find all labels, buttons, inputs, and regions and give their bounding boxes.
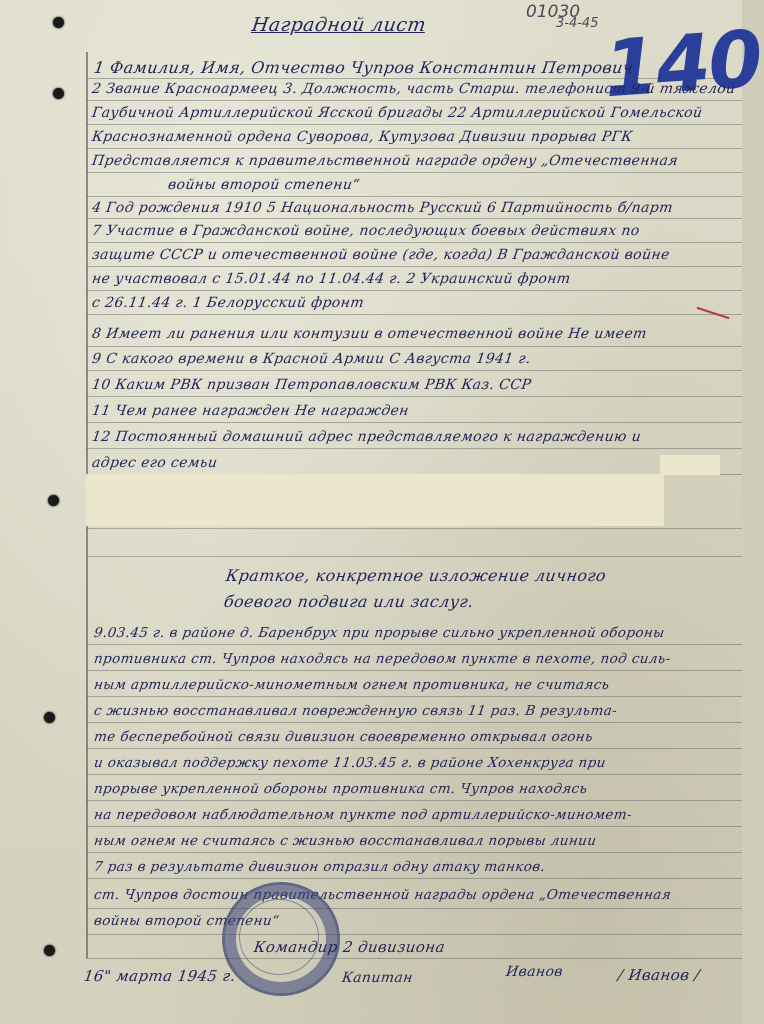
signature: Иванов [504, 964, 565, 980]
section-heading-line-2: боевого подвига или заслуг. [222, 592, 475, 611]
form-line-11: с 26.11.44 г. 1 Белорусский фронт [90, 295, 366, 311]
ruled-line [86, 346, 742, 347]
ruled-line [86, 696, 742, 697]
form-line-2: 2 Звание Красноармеец 3. Должность, часть Старш. телефонист 9-й тяжелой [90, 81, 737, 97]
narrative-line-6: и оказывал поддержку пехоте 11.03.45 г. в районе Хохенкруга при [92, 755, 607, 771]
form-line-3: Гаубичной Артиллерийской Ясской бригады 22 Артиллерийской Гомельской [90, 105, 704, 121]
narrative-line-11: ст. Чупров достоин правительственной награды ордена „Отечественная [92, 887, 673, 903]
form-line-10: не участвовал с 15.01.44 по 11.04.44 г. 2 Украинский фронт [90, 271, 572, 287]
punch-hole [53, 88, 64, 99]
punch-hole [44, 945, 55, 956]
ruled-line [86, 218, 742, 219]
punch-hole [53, 17, 64, 28]
ruled-line [86, 878, 742, 879]
ruled-line [86, 370, 742, 371]
ruled-line [86, 528, 742, 529]
form-line-12: 8 Имеет ли ранения или контузии в отечественной войне Не имеет [90, 326, 648, 342]
narrative-line-8: на передовом наблюдательном пункте под артиллерийско-миномет- [92, 807, 634, 823]
punch-hole [48, 495, 59, 506]
narrative-line-10: 7 раз в результате дивизион отразил одну атаку танков. [92, 859, 547, 875]
archive-number: 01030 [526, 2, 581, 22]
page-title: Наградной лист [250, 14, 428, 36]
signed-name: / Иванов / [616, 966, 702, 984]
narrative-line-5: те бесперебойной связи дивизион своевременно открывал огонь [92, 729, 595, 745]
ruled-line [86, 448, 742, 449]
ruled-line [86, 556, 742, 557]
ruled-line [86, 826, 742, 827]
pencil-number: 140 [601, 14, 764, 116]
form-line-16: 12 Постоянный домашний адрес представляемого к награждению и [90, 429, 643, 445]
archive-date: 3-4-45 [556, 16, 599, 31]
ruled-line [86, 124, 742, 125]
ruled-line [86, 242, 742, 243]
form-line-6: войны второй степени“ [166, 177, 362, 193]
ruled-line [86, 290, 742, 291]
ruled-line [86, 852, 742, 853]
form-line-13: 9 С какого времени в Красной Армии С Августа 1941 г. [90, 351, 532, 367]
redaction-block [660, 455, 720, 475]
narrative-line-3: ным артиллерийско-минометным огнем противника, не считаясь [92, 677, 611, 693]
punch-hole [44, 712, 55, 723]
ruled-line [86, 314, 742, 315]
form-line-8: 7 Участие в Гражданской войне, последующих боевых действиях по [90, 223, 641, 239]
form-line-17: адрес его семьи [90, 455, 219, 471]
form-line-4: Краснознаменной ордена Суворова, Кутузова Дивизии прорыва РГК [90, 129, 634, 145]
narrative-line-4: с жизнью восстанавливал поврежденную связь 11 раз. В результа- [92, 703, 619, 719]
ruled-line [86, 908, 742, 909]
form-line-1: 1 Фамилия, Имя, Отчество Чупров Константин Петрович [92, 58, 635, 77]
ruled-line [86, 148, 742, 149]
commander-line: Командир 2 дивизиона [252, 938, 447, 956]
form-line-7: 4 Год рождения 1910 5 Национальность Русский 6 Партийность б/парт [90, 200, 675, 216]
narrative-line-1: 9.03.45 г. в районе д. Баренбрух при прорыве сильно укрепленной обороны [92, 625, 666, 641]
narrative-line-12: войны второй степени“ [92, 913, 281, 929]
narrative-line-9: ным огнем не считаясь с жизнью восстанавливал порывы линии [92, 833, 598, 849]
form-line-15: 11 Чем ранее награжден Не награжден [90, 403, 410, 419]
ruled-line [86, 722, 742, 723]
form-line-9: защите СССР и отечественной войне (где, когда) В Гражданской войне [90, 247, 671, 263]
ruled-line [86, 196, 742, 197]
signing-date: 16" марта 1945 г. [82, 967, 238, 985]
redaction-block [86, 474, 664, 526]
ruled-line [86, 172, 742, 173]
narrative-line-7: прорыве укрепленной обороны противника ст. Чупров находясь [92, 781, 589, 797]
ruled-line [86, 422, 742, 423]
ruled-line [86, 396, 742, 397]
section-heading-line-1: Краткое, конкретное изложение личного [224, 566, 608, 585]
ruled-line [86, 748, 742, 749]
form-line-5: Представляется к правительственной награде ордену „Отечественная [90, 153, 680, 169]
commander-rank: Капитан [340, 970, 414, 986]
stamp-inner-ring [239, 899, 319, 975]
red-pencil-mark [697, 307, 730, 319]
ruled-line [86, 774, 742, 775]
ruled-line [86, 934, 742, 935]
ruled-line [86, 266, 742, 267]
ruled-line [86, 958, 742, 959]
ruled-line [86, 800, 742, 801]
form-line-14: 10 Каким РВК призван Петропавловским РВК Каз. ССР [90, 377, 533, 393]
ruled-line [86, 670, 742, 671]
ruled-line [86, 644, 742, 645]
narrative-line-2: противника ст. Чупров находясь на передовом пункте в пехоте, под силь- [92, 651, 672, 667]
